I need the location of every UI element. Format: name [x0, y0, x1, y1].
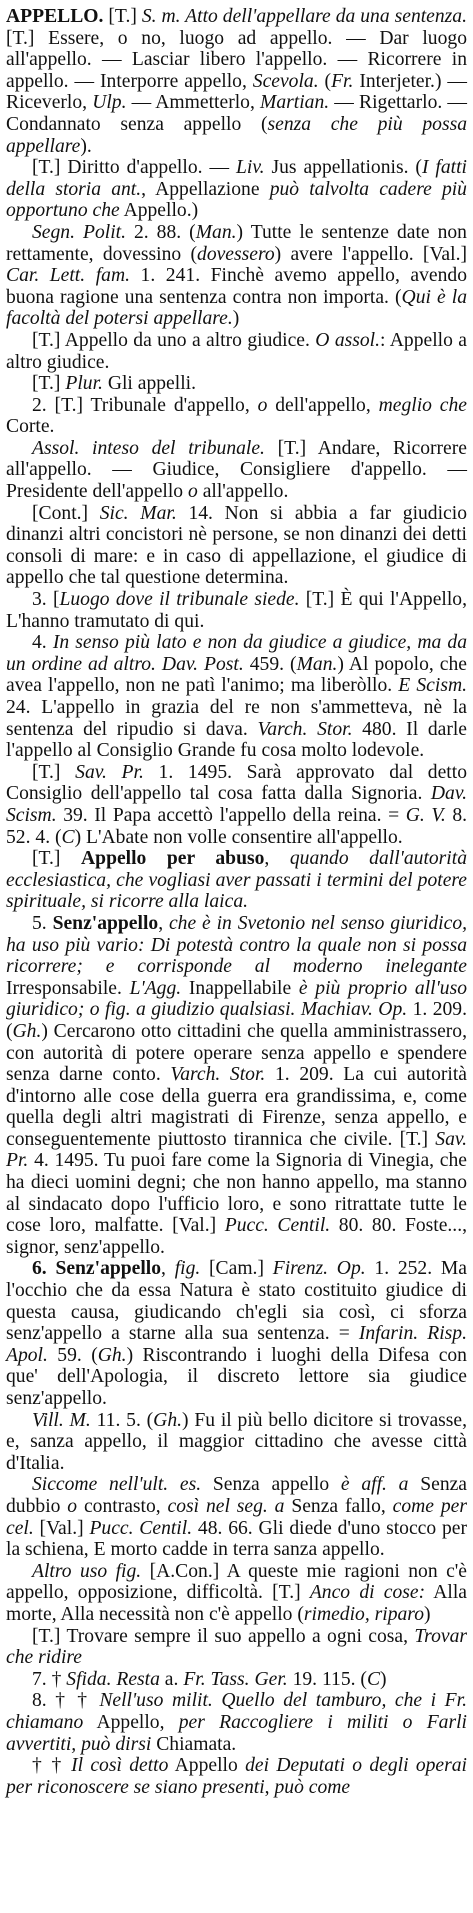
entry-paragraph: [Cont.] Sic. Mar. 14. Non si abbia a far giudicio dinanzi altri concistori nè persone, se non dinanzi dei detti consoli di mare: e in caso di appellazione, el giudice di appello che tal questione determina. [6, 502, 467, 589]
entry-paragraph: Altro uso fig. [A.Con.] A queste mie ragioni non c'è appello, opposizione, difficoltà. [T.] Anco di cose: Alla morte, Alla necessità non c'è appello (rimedio, riparo) [6, 1560, 467, 1625]
entry-paragraph: Assol. inteso del tribunale. [T.] Andare, Ricorrere all'appello. — Giudice, Consigliere d'appello. — Presidente dell'appello o all'appello. [6, 437, 467, 503]
entry-paragraph: † † Il così detto Appello dei Deputati o degli operai per riconoscere se siano presenti, può come [6, 1755, 467, 1798]
entry-paragraph: 2. [T.] Tribunale d'appello, o dell'appello, meglio che Corte. [6, 394, 467, 438]
entry-paragraph: [T.] Trovare sempre il suo appello a ogni cosa, Trovar che ridire [6, 1625, 467, 1669]
entry-paragraph: Vill. M. 11. 5. (Gh.) Fu il più bello dicitore si trovasse, e, sanza appello, il maggior cittadino che avesse città d'Italia. [6, 1409, 467, 1474]
entry-paragraph: 5. Senz'appello, che è in Svetonio nel senso giuridico, ha uso più vario: Di potestà contro la quale non si possa ricorrere; e corrisponde al moderno inelegante Irresponsabile. L'Agg. Inappellabile è più proprio all'uso giuridico; o fig. a giudizio qualsiasi. Machiav. Op. 1. 209. (Gh.) Cercarono otto cittadini che quella amministrassero, con autorità di potere operare senza appello e spendere senza darne conto. Varch. Stor. 1. 209. La cui autorità d'intorno alle cose della guerra era grandissima, e, come quella degli altri magistrati di Firenze, senza appello, e conseguentemente piuttosto tirannica che civile. [T.] Sav. Pr. 4. 1495. Tu puoi fare come la Signoria di Vinegia, che ha dieci uomini degni; che non hanno appello, ma stanno al sindacato dopo l'ufficio loro, e sono ritrattate tutte le cose loro, malfatte. [Val.] Pucc. Centil. 80. 80. Foste..., signor, senz'appello. [6, 912, 468, 1258]
entry-paragraph: 4. In senso più lato e non da giudice a giudice, ma da un ordine ad altro. Dav. Post. 459. (Man.) Al popolo, che avea l'appello, non ne patì l'animo; ma liberòllo. E Scism. 24. L'appello in grazia del re non s'ammetteva, nè la sentenza del ripudio si dava. Varch. Stor. 480. Il darle l'appello al Consiglio Grande fu cosa molto lodevole. [6, 632, 468, 762]
entry-paragraph: 6. Senz'appello, fig. [Cam.] Firenz. Op. 1. 252. Ma l'occhio che da essa Natura è stato costituito giudice di questa causa, giudicando ch'egli sia così, ci sforza senz'appello a starne alla sua sentenza. = Infarin. Risp. Apol. 59. (Gh.) Riscontrando i luoghi della Difesa con que' dell'Apologia, il discreto lettore sia giudice senz'appello. [6, 1258, 467, 1409]
entry-paragraph: 7. † Sfida. Resta a. Fr. Tass. Ger. 19. 115. (C) [32, 1668, 387, 1690]
entry-paragraph: Segn. Polit. 2. 88. (Man.) Tutte le sentenze date non rettamente, dovessino (dovessero) avere l'appello. [Val.] Car. Lett. fam. 1. 241. Finchè avemo appello, avendo buona ragione una sentenza contra non importa. (Qui è la facoltà del potersi appellare.) [6, 221, 468, 330]
entry-paragraph: 8. † † Nell'uso milit. Quello del tamburo, che i Fr. chiamano Appello, per Raccogliere i militi o Farli avvertiti, può dirsi Chiamata. [6, 1690, 467, 1755]
entry-paragraph: Siccome nell'ult. es. Senza appello è aff. a Senza dubbio o contrasto, così nel seg. a Senza fallo, come per cel. [Val.] Pucc. Centil. 48. 66. Gli diede d'uno stocco per la schiena, E morto cadde in terra sanza appello. [6, 1474, 468, 1561]
entry-paragraph: [T.] Appello da uno a altro giudice. O assol.: Appello a altro giudice. [6, 329, 467, 373]
entry-paragraph: [T.] Plur. Gli appelli. [32, 373, 196, 395]
entry-paragraph: APPELLO. [T.] S. m. Atto dell'appellare da una sentenza. [T.] Essere, o no, luogo ad appello. — Dar luogo all'appello. — Lasciar libero l'appello. — Ricorrere in appello. — Interporre appello, Scevola. (Fr. Interjeter.) — Riceverlo, Ulp. — Ammetterlo, Martian. — Rigettarlo. — Condannato senza appello (senza che più possa appellare). [6, 6, 468, 157]
entry-paragraph: [T.] Appello per abuso, quando dall'autorità ecclesiastica, che vogliasi aver passati i termini del potere spirituale, si ricorre alla laica. [6, 848, 467, 913]
entry-paragraph: [T.] Sav. Pr. 1. 1495. Sarà approvato dal detto Consiglio dell'appello tal cosa fatta dalla Signoria. Dav. Scism. 39. Il Papa accettò l'appello della reina. = G. V. 8. 52. 4. (C) L'Abate non volle consentire all'appello. [6, 761, 468, 848]
entry-paragraph: [T.] Diritto d'appello. — Liv. Jus appellationis. (I fatti della storia ant., Appellazione può talvolta cadere più opportuno che Appello.) [6, 157, 468, 222]
entry-paragraph: 3. [Luogo dove il tribunale siede. [T.] È qui l'Appello, L'hanno tramutato di qui. [6, 589, 467, 632]
